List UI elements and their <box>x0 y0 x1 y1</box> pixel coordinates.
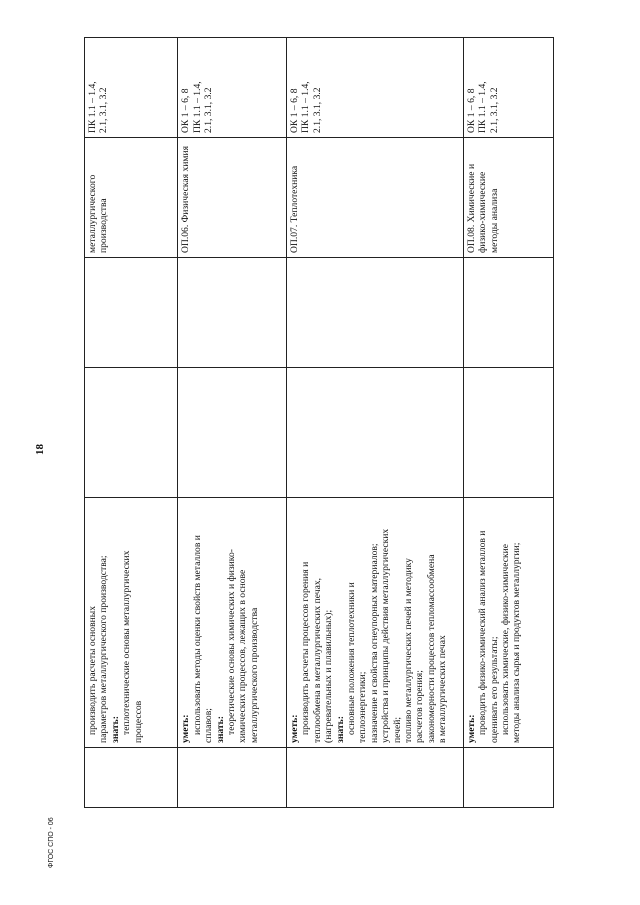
requirement-line: расчетов горения; <box>414 670 426 743</box>
competence-code: ПК 1.1 – 1.4, <box>191 81 203 133</box>
rotated-table-wrapper <box>84 38 554 808</box>
empty-hours-cell <box>463 368 553 498</box>
requirement-line: параметров металлургического производства; <box>98 555 110 743</box>
requirement-line: теоретические основы химических и физико- <box>226 549 238 735</box>
requirement-line: оценивать его результаты; <box>488 636 500 743</box>
competence-code: 2.1, 3.1, 3.2 <box>488 87 500 133</box>
competences-cell <box>178 38 286 138</box>
empty-index-cell <box>286 748 463 808</box>
empty-index-cell <box>178 748 286 808</box>
empty-hours-cell <box>85 368 178 498</box>
requirement-line: сплавов; <box>203 708 215 743</box>
empty-hours-cell <box>286 258 463 368</box>
requirement-line: уметь: <box>180 714 192 743</box>
requirement-line: методы анализа сырья и продуктов металлургии; <box>511 542 523 743</box>
requirement-line: назначение и свойства огнеупорных материалов; <box>368 543 380 743</box>
competence-code: ОК 1 – 6, 8 <box>288 88 300 133</box>
requirement-line: знать: <box>334 716 346 743</box>
requirements-cell <box>463 498 553 748</box>
requirement-line: проводить физико-химический анализ металлов и <box>477 530 489 735</box>
competence-code: 2.1, 3.1, 3.2 <box>311 87 323 133</box>
requirement-line: производить расчеты процессов горения и <box>300 561 312 735</box>
requirement-line: теплообмена в металлургических печах, <box>311 577 323 743</box>
table-row <box>286 38 463 808</box>
page-footer: ФГОС СПО - 06 <box>48 817 55 868</box>
requirement-line: (нагревательных и плавильных); <box>323 609 335 743</box>
empty-index-cell <box>463 748 553 808</box>
table-row <box>85 38 178 808</box>
competence-code: ОК 1 – 6, 8 <box>465 88 477 133</box>
requirement-line: основные положения теплотехники и <box>345 582 357 735</box>
requirement-line: знать: <box>214 716 226 743</box>
discipline-cell: металлургического производства <box>85 138 178 258</box>
empty-hours-cell <box>85 258 178 368</box>
competence-code: 2.1, 3.1, 3.2 <box>203 87 215 133</box>
requirement-line: использовать химические, физико-химические <box>499 543 511 735</box>
discipline-cell: ОП.07. Теплотехника <box>286 138 463 258</box>
competence-code: ПК 1.1 – 1.4, <box>477 81 489 133</box>
table-row <box>178 38 286 808</box>
competence-table <box>84 37 554 808</box>
empty-hours-cell <box>178 258 286 368</box>
requirements-cell <box>85 498 178 748</box>
competence-code: 2.1, 3.1, 3.2 <box>98 87 110 133</box>
requirement-line: процессов <box>132 700 144 743</box>
competences-cell <box>463 38 553 138</box>
requirement-line: печей; <box>391 716 403 743</box>
requirements-cell <box>178 498 286 748</box>
requirements-cell <box>286 498 463 748</box>
competence-code: ПК 1.1 – 1.4, <box>300 81 312 133</box>
requirement-line: теплотехнические основы металлургических <box>121 550 133 735</box>
empty-hours-cell <box>178 368 286 498</box>
page-number: 18 <box>34 444 46 455</box>
requirement-line: в металлургических печах <box>437 635 449 743</box>
competences-cell <box>286 38 463 138</box>
table-row <box>463 38 553 808</box>
empty-hours-cell <box>286 368 463 498</box>
requirement-line: производить расчеты основных <box>87 606 98 735</box>
empty-hours-cell <box>463 258 553 368</box>
competence-code: ОК 1 – 6, 8 <box>180 88 192 133</box>
requirement-line: уметь: <box>288 714 300 743</box>
discipline-cell: ОП.06. Физическая химия <box>178 138 286 258</box>
requirement-line: уметь: <box>465 714 477 743</box>
requirement-line: химических процессов, лежащих в основе <box>237 569 249 743</box>
competence-code: ПК 1.1 – 1.4, <box>87 81 98 133</box>
requirement-line: использовать методы оценки свойств металлов и <box>191 535 203 735</box>
requirement-line: закономерности процессов тепломассообмена <box>425 554 437 743</box>
empty-index-cell <box>85 748 178 808</box>
competences-cell <box>85 38 178 138</box>
requirement-line: знать: <box>109 716 121 743</box>
requirement-line: топливо металлургических печей и методику <box>402 558 414 743</box>
requirement-line: теплоэнергетики; <box>357 671 369 743</box>
discipline-cell: ОП.08. Химические и физико-химические методы анализа <box>463 138 553 258</box>
requirement-line: металлургического производства <box>248 607 260 743</box>
requirement-line: устройства и принципы действия металлургических <box>380 528 392 743</box>
